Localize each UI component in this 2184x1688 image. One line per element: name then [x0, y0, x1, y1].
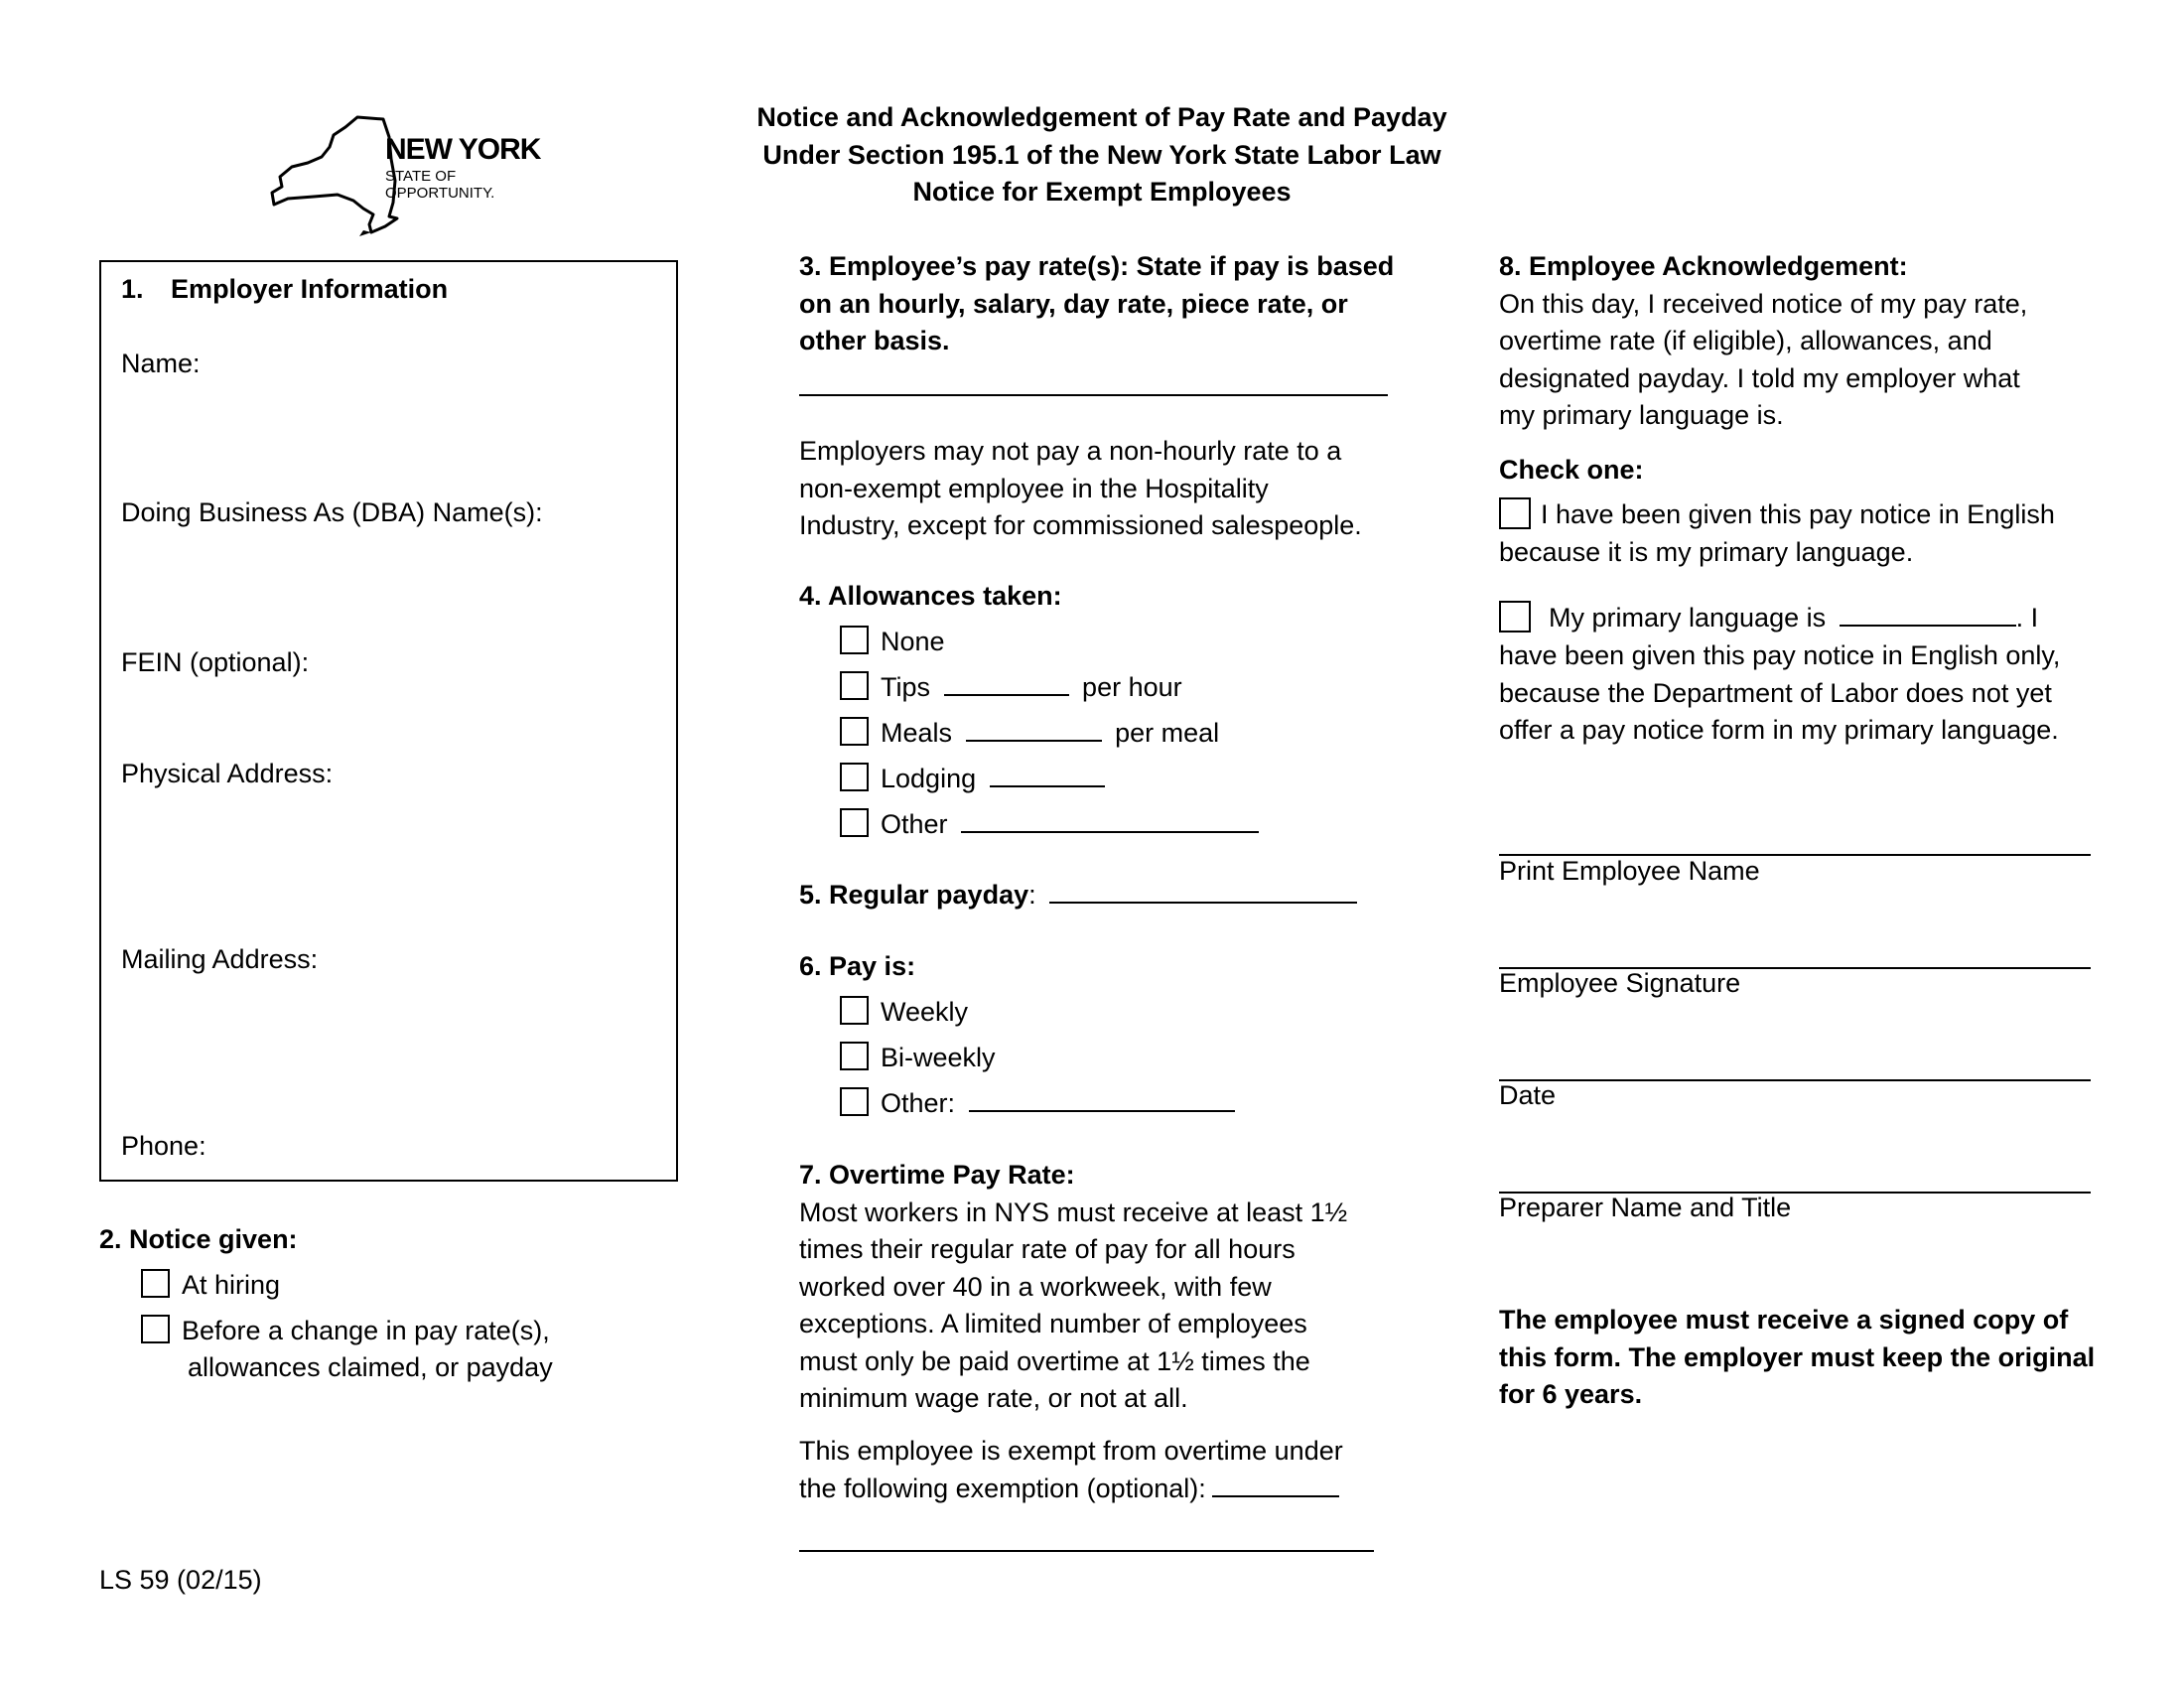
- pay-other: [840, 1085, 1235, 1123]
- overtime-line-1: Most workers in NYS must receive at least 1½: [799, 1196, 1348, 1227]
- pay-biweekly: [840, 1040, 996, 1077]
- ack-line-3: designated payday. I told my employer what: [1499, 362, 2020, 393]
- lodging-label: Lodging: [881, 764, 977, 793]
- weekly-label: Weekly: [881, 997, 969, 1027]
- meals-amount-field[interactable]: [966, 716, 1102, 742]
- section1-title: Employer Information: [171, 274, 449, 304]
- section5-colon: :: [1028, 880, 1036, 910]
- overtime-line-6: minimum wage rate, or not at all.: [799, 1383, 1188, 1413]
- employer-name-label: Name:: [121, 349, 201, 378]
- none-label: None: [881, 627, 945, 656]
- weekly-checkbox[interactable]: [840, 996, 869, 1025]
- tips-label: Tips: [881, 672, 931, 702]
- english-label-2: because it is my primary language.: [1499, 537, 1914, 567]
- biweekly-label: Bi-weekly: [881, 1043, 996, 1072]
- closing-line-3: for 6 years.: [1499, 1379, 1643, 1409]
- language-option: [1499, 600, 2038, 637]
- english-label-1: I have been given this pay notice in English: [1541, 499, 2055, 529]
- section3-heading-1: 3. Employee’s pay rate(s): State if pay is based: [799, 251, 1395, 281]
- language-label-b: . I: [2015, 603, 2039, 633]
- section6-heading: 6. Pay is:: [799, 951, 916, 981]
- section7-heading: 7. Overtime Pay Rate:: [799, 1160, 1075, 1190]
- section4-heading: 4. Allowances taken:: [799, 581, 1062, 611]
- section2-heading: 2. Notice given:: [99, 1224, 298, 1254]
- allowance-none: [840, 624, 945, 661]
- lodging-amount-field[interactable]: [990, 762, 1105, 787]
- date-line[interactable]: [1499, 1079, 2091, 1081]
- section1-number: 1.: [121, 274, 144, 304]
- title-line-1: Notice and Acknowledgement of Pay Rate and Payday: [756, 102, 1447, 132]
- exemption-text: [799, 1433, 1343, 1507]
- before-change-checkbox[interactable]: [141, 1315, 170, 1343]
- overtime-line-5: must only be paid overtime at 1½ times the: [799, 1345, 1310, 1376]
- pay-weekly: [840, 994, 968, 1032]
- pay-rate-input-line[interactable]: [799, 394, 1388, 396]
- language-label-a: My primary language is: [1549, 603, 1827, 633]
- title-line-3: Notice for Exempt Employees: [912, 177, 1292, 207]
- logo-state-name: NEW YORK: [385, 133, 541, 166]
- meals-label: Meals: [881, 718, 953, 748]
- section1-heading: [121, 271, 448, 309]
- section5-heading: 5. Regular payday: [799, 880, 1029, 910]
- check-one-label: Check one:: [1499, 455, 1644, 485]
- exemption-field[interactable]: [1212, 1472, 1339, 1497]
- note-line-2: non-exempt employee in the Hospitality: [799, 473, 1269, 503]
- ack-line-4: my primary language is.: [1499, 400, 1784, 430]
- exemption-line-2: the following exemption (optional):: [799, 1473, 1206, 1503]
- section8: [1499, 248, 2027, 435]
- meals-checkbox[interactable]: [840, 717, 869, 746]
- nys-logo: [268, 111, 541, 240]
- language-line-4: offer a pay notice form in my primary language.: [1499, 715, 2059, 745]
- signature-label: Employee Signature: [1499, 968, 1741, 998]
- title-line-2: Under Section 195.1 of the New York State Labor Law: [762, 139, 1441, 170]
- employer-info-box: [99, 260, 678, 1182]
- overtime-line-4: exceptions. A limited number of employees: [799, 1309, 1307, 1338]
- overtime-line-3: worked over 40 in a workweek, with few: [799, 1271, 1272, 1302]
- other-pay-label: Other:: [881, 1088, 956, 1118]
- exemption-line-1: This employee is exempt from overtime under: [799, 1436, 1343, 1466]
- preparer-label: Preparer Name and Title: [1499, 1193, 1792, 1222]
- at-hiring-checkbox[interactable]: [141, 1269, 170, 1298]
- overtime-line-2: times their regular rate of pay for all hours: [799, 1234, 1296, 1264]
- language-text: [1499, 637, 2060, 750]
- form-id: LS 59 (02/15): [99, 1565, 262, 1595]
- section3-heading: [799, 248, 1394, 360]
- language-checkbox[interactable]: [1499, 601, 1531, 633]
- logo-tagline-1: STATE OF: [385, 168, 457, 185]
- biweekly-checkbox[interactable]: [840, 1042, 869, 1070]
- logo-tagline-2: OPPORTUNITY.: [385, 185, 495, 202]
- primary-language-field[interactable]: [1840, 601, 2016, 627]
- other-allowance-checkbox[interactable]: [840, 808, 869, 837]
- closing-note: [1499, 1302, 2095, 1414]
- before-change-label-1: Before a change in pay rate(s),: [182, 1316, 550, 1345]
- closing-line-2: this form. The employer must keep the original: [1499, 1341, 2096, 1372]
- mailing-address-label: Mailing Address:: [121, 944, 319, 974]
- section3-heading-3: other basis.: [799, 326, 950, 355]
- other-pay-field[interactable]: [969, 1086, 1235, 1112]
- dba-label: Doing Business As (DBA) Name(s):: [121, 497, 543, 527]
- ack-line-2: overtime rate (if eligible), allowances, and: [1499, 326, 1992, 355]
- allowance-tips: [840, 669, 1182, 707]
- regular-payday-field[interactable]: [1049, 878, 1357, 904]
- language-line-2: have been given this pay notice in English only,: [1499, 640, 2061, 670]
- language-line-3: because the Department of Labor does not yet: [1499, 677, 2052, 708]
- hospitality-note: [799, 433, 1362, 545]
- date-label: Date: [1499, 1080, 1557, 1110]
- other-allowance-field[interactable]: [961, 807, 1259, 833]
- section5-row: [799, 877, 1357, 914]
- page-title: [695, 99, 1509, 211]
- other-pay-checkbox[interactable]: [840, 1087, 869, 1116]
- section8-heading: 8. Employee Acknowledgement:: [1499, 251, 1908, 281]
- allowance-meals: [840, 715, 1219, 753]
- other-allowance-label: Other: [881, 809, 948, 839]
- none-checkbox[interactable]: [840, 626, 869, 654]
- closing-line-1: The employee must receive a signed copy of: [1499, 1305, 2069, 1335]
- english-checkbox[interactable]: [1499, 497, 1531, 529]
- print-name-label: Print Employee Name: [1499, 856, 1760, 886]
- fein-label: FEIN (optional):: [121, 647, 310, 677]
- section7: [799, 1157, 1347, 1418]
- before-change-label-2: allowances claimed, or payday: [188, 1352, 553, 1382]
- note-line-1: Employers may not pay a non-hourly rate to a: [799, 436, 1342, 466]
- at-hiring-label: At hiring: [182, 1270, 281, 1300]
- notice-before-change: [141, 1313, 550, 1350]
- lodging-checkbox[interactable]: [840, 763, 869, 791]
- notice-at-hiring: [141, 1267, 280, 1305]
- ack-line-1: On this day, I received notice of my pay rate,: [1499, 288, 2028, 319]
- tips-amount-field[interactable]: [944, 670, 1069, 696]
- english-option: [1499, 496, 2055, 534]
- tips-checkbox[interactable]: [840, 671, 869, 700]
- allowance-other: [840, 806, 1259, 844]
- section3-heading-2: on an hourly, salary, day rate, piece rate, or: [799, 288, 1348, 319]
- tips-unit: per hour: [1082, 672, 1182, 702]
- meals-unit: per meal: [1115, 718, 1220, 748]
- phone-label: Phone:: [121, 1131, 206, 1161]
- note-line-3: Industry, except for commissioned salespeople.: [799, 510, 1362, 540]
- physical-address-label: Physical Address:: [121, 759, 334, 788]
- exemption-extra-line[interactable]: [799, 1550, 1374, 1552]
- allowance-lodging: [840, 761, 1105, 798]
